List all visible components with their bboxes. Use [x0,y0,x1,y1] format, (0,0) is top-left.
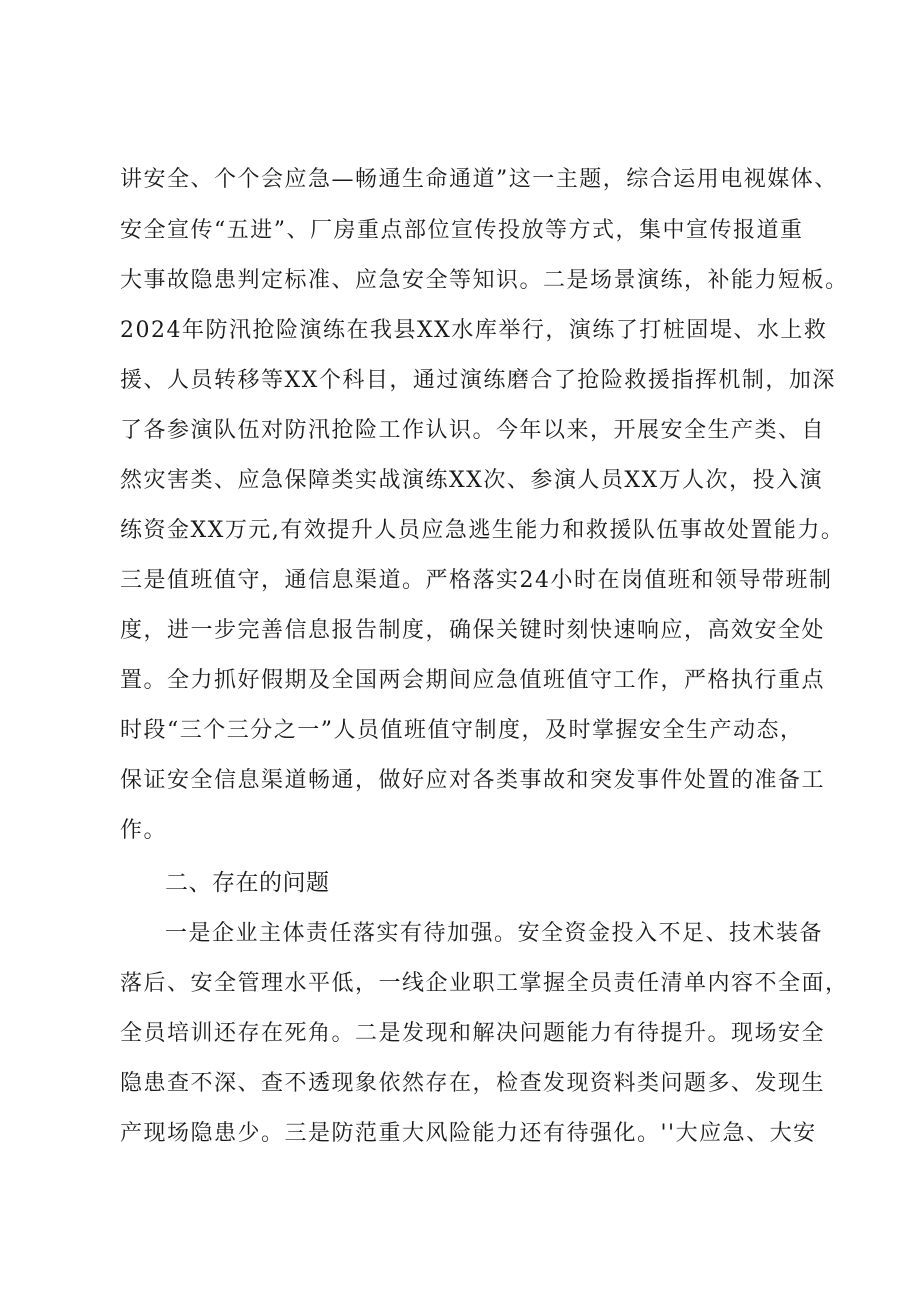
paragraph-line: 时段“三个三分之一”人员值班值守制度，及时掌握安全生产动态， [120,718,804,743]
paragraph-line: 2024年防汛抢险演练在我县XX水库举行，演练了打桩固堤、水上救 [120,318,828,343]
paragraph-line: 保证安全信息渠道畅通，做好应对各类事故和突发事件处置的准备工 [120,768,826,793]
paragraph-line: 援、人员转移等XX个科目，通过演练磨合了抢险救援指挥机制，加深 [120,368,836,393]
paragraph-line: 一是企业主体责任落实有待加强。安全资金投入不足、技术装备 [165,921,824,946]
paragraph-line: 大事故隐患判定标准、应急安全等知识。二是场景演练，补能力短板。 [120,268,849,293]
paragraph-line: 隐患查不深、查不透现象依然存在，检查发现资料类问题多、发现生 [120,1071,826,1096]
paragraph-line: 作。 [120,818,168,843]
paragraph-line: 讲安全、个个会应急—畅通生命通道”这一主题，综合运用电视媒体、 [120,167,838,192]
section-heading: 二、存在的问题 [165,870,330,896]
paragraph-line: 然灾害类、应急保障类实战演练XX次、参演人员XX万人次，投入演 [120,468,824,493]
paragraph-line: 落后、安全管理水平低，一线企业职工掌握全员责任清单内容不全面， [120,971,849,996]
paragraph-line: 度，进一步完善信息报告制度，确保关键时刻快速响应，高效安全处 [120,618,826,643]
paragraph-line: 三是值班值守，通信息渠道。严格落实24小时在岗值班和领导带班制 [120,568,833,593]
paragraph-line: 置。全力抓好假期及全国两会期间应急值班值守工作，严格执行重点 [120,668,826,693]
paragraph-line: 产现场隐患少。三是防范重大风险能力还有待强化。''大应急、大安 [120,1121,817,1146]
paragraph-line: 练资金XX万元,有效提升人员应急逃生能力和救援队伍事故处置能力。 [120,518,845,543]
paragraph-line: 全员培训还存在死角。二是发现和解决问题能力有待提升。现场安全 [120,1021,826,1046]
paragraph-line: 了各参演队伍对防汛抢险工作认识。今年以来，开展安全生产类、自 [120,418,826,443]
paragraph-line: 安全宣传“五进”、厂房重点部位宣传投放等方式，集中宣传报道重 [120,218,804,243]
